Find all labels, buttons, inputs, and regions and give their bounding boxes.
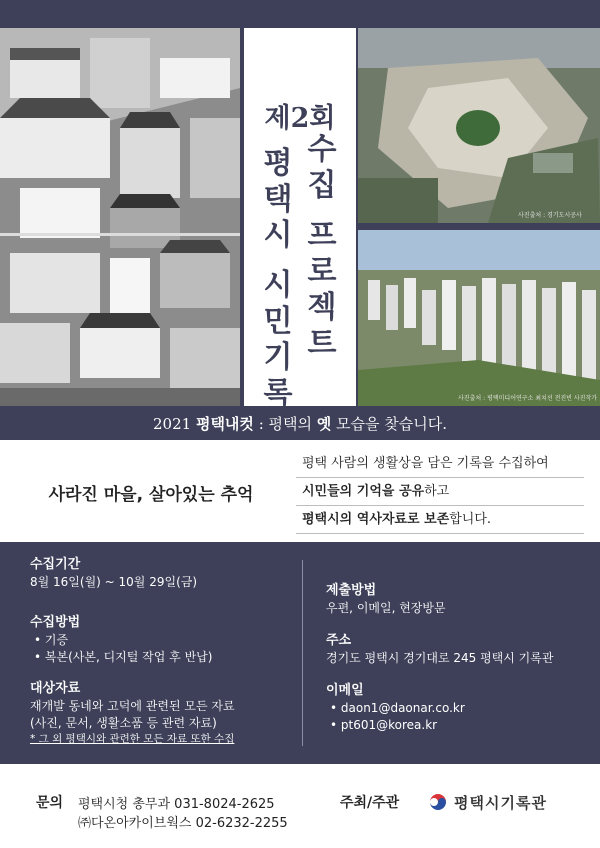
intro-section [0, 440, 600, 542]
title-char: 평 [263, 146, 293, 181]
host-label: 주최/주관 [340, 795, 400, 811]
inquiry-line: 평택시청 총무과 031-8024-2625 [78, 797, 275, 812]
email [326, 682, 465, 734]
footer [0, 764, 600, 848]
submission-method [326, 582, 446, 617]
photo-credit: 사진출처 : 평택미디어연구소 최치선 전진빈 사진작가 [458, 395, 598, 402]
title-char: 시 [263, 218, 293, 253]
email-item: • pt601@korea.kr [330, 718, 438, 732]
address [326, 632, 553, 667]
email-item: • daon1@daonar.co.kr [330, 701, 465, 715]
column-divider [302, 560, 303, 746]
title-line-1 [258, 146, 298, 412]
list-item: • 복본(사본, 디지털 작업 후 반납) [34, 650, 213, 664]
section-heading: 수집방법 [30, 615, 81, 630]
title-char: 시 [263, 268, 293, 303]
target-line: (사진, 문서, 생활소품 등 관련 자료) [30, 716, 217, 730]
info-section [0, 542, 600, 764]
title-edition: 제2회 [264, 103, 336, 134]
intro-line: 평택시의 역사자료로 보존합니다. [296, 506, 584, 534]
submit-value: 우편, 이메일, 현장방문 [326, 601, 446, 615]
collection-period [30, 556, 197, 591]
section-heading: 대상자료 [30, 681, 81, 696]
slogan: 사라진 마을, 살아있는 추억 [48, 485, 254, 505]
old-village-aerial-photo [0, 28, 240, 406]
section-heading: 주소 [326, 633, 352, 648]
tagline-colon: : [253, 415, 269, 433]
title-char: 록 [263, 376, 293, 411]
section-heading: 수집기간 [30, 557, 81, 572]
title-line-2 [302, 132, 342, 362]
target-line: 재개발 동네와 고덕에 관련된 모든 자료 [30, 699, 235, 713]
city-aerial-photo [358, 28, 600, 223]
list-item: • 기증 [34, 633, 69, 647]
title-char: 로 [307, 254, 337, 289]
tagline-year: 2021 [152, 415, 192, 433]
collection-method [30, 614, 212, 666]
taegeuk-logo-icon [428, 792, 448, 812]
section-heading: 이메일 [326, 683, 364, 698]
section-heading: 제출방법 [326, 583, 377, 598]
intro-line: 평택 사람의 생활상을 담은 기록을 수집하여 [296, 450, 584, 478]
tagline [0, 408, 600, 440]
archive-logo-text: 평택시기록관 [454, 794, 547, 812]
address-value: 경기도 평택시 경기대로 245 평택시 기록관 [326, 651, 554, 665]
photo-credit: 사진출처 : 경기도시공사 [518, 212, 582, 219]
title-char: 수 [307, 132, 337, 167]
intro-line: 시민들의 기억을 공유하고 [296, 478, 584, 506]
title-panel [244, 28, 356, 411]
title-char: 프 [307, 218, 337, 253]
target-materials [30, 680, 235, 747]
title-char: 트 [307, 326, 337, 361]
inquiry-label: 문의 [36, 795, 64, 811]
title-char: 기 [263, 340, 293, 375]
period-value: 8월 16일(월) ~ 10월 29일(금) [30, 575, 198, 589]
tagline-text: 모습을 찾습니다. [331, 415, 448, 433]
tagline-brand: 평택내컷 [195, 415, 254, 433]
inquiry-line: ㈜다온아카이브웍스 02-6232-2255 [78, 816, 288, 831]
title-char: 집 [307, 168, 337, 203]
title-char: 택 [263, 182, 293, 217]
apartment-complex-photo [358, 230, 600, 406]
title-char: 민 [263, 304, 293, 339]
tagline-text: 평택의 [268, 415, 317, 433]
title-char: 젝 [307, 290, 337, 325]
target-note: * 그 외 평택시와 관련한 모든 자료 또한 수집 [30, 733, 235, 745]
tagline-emphasis: 옛 [316, 415, 332, 433]
